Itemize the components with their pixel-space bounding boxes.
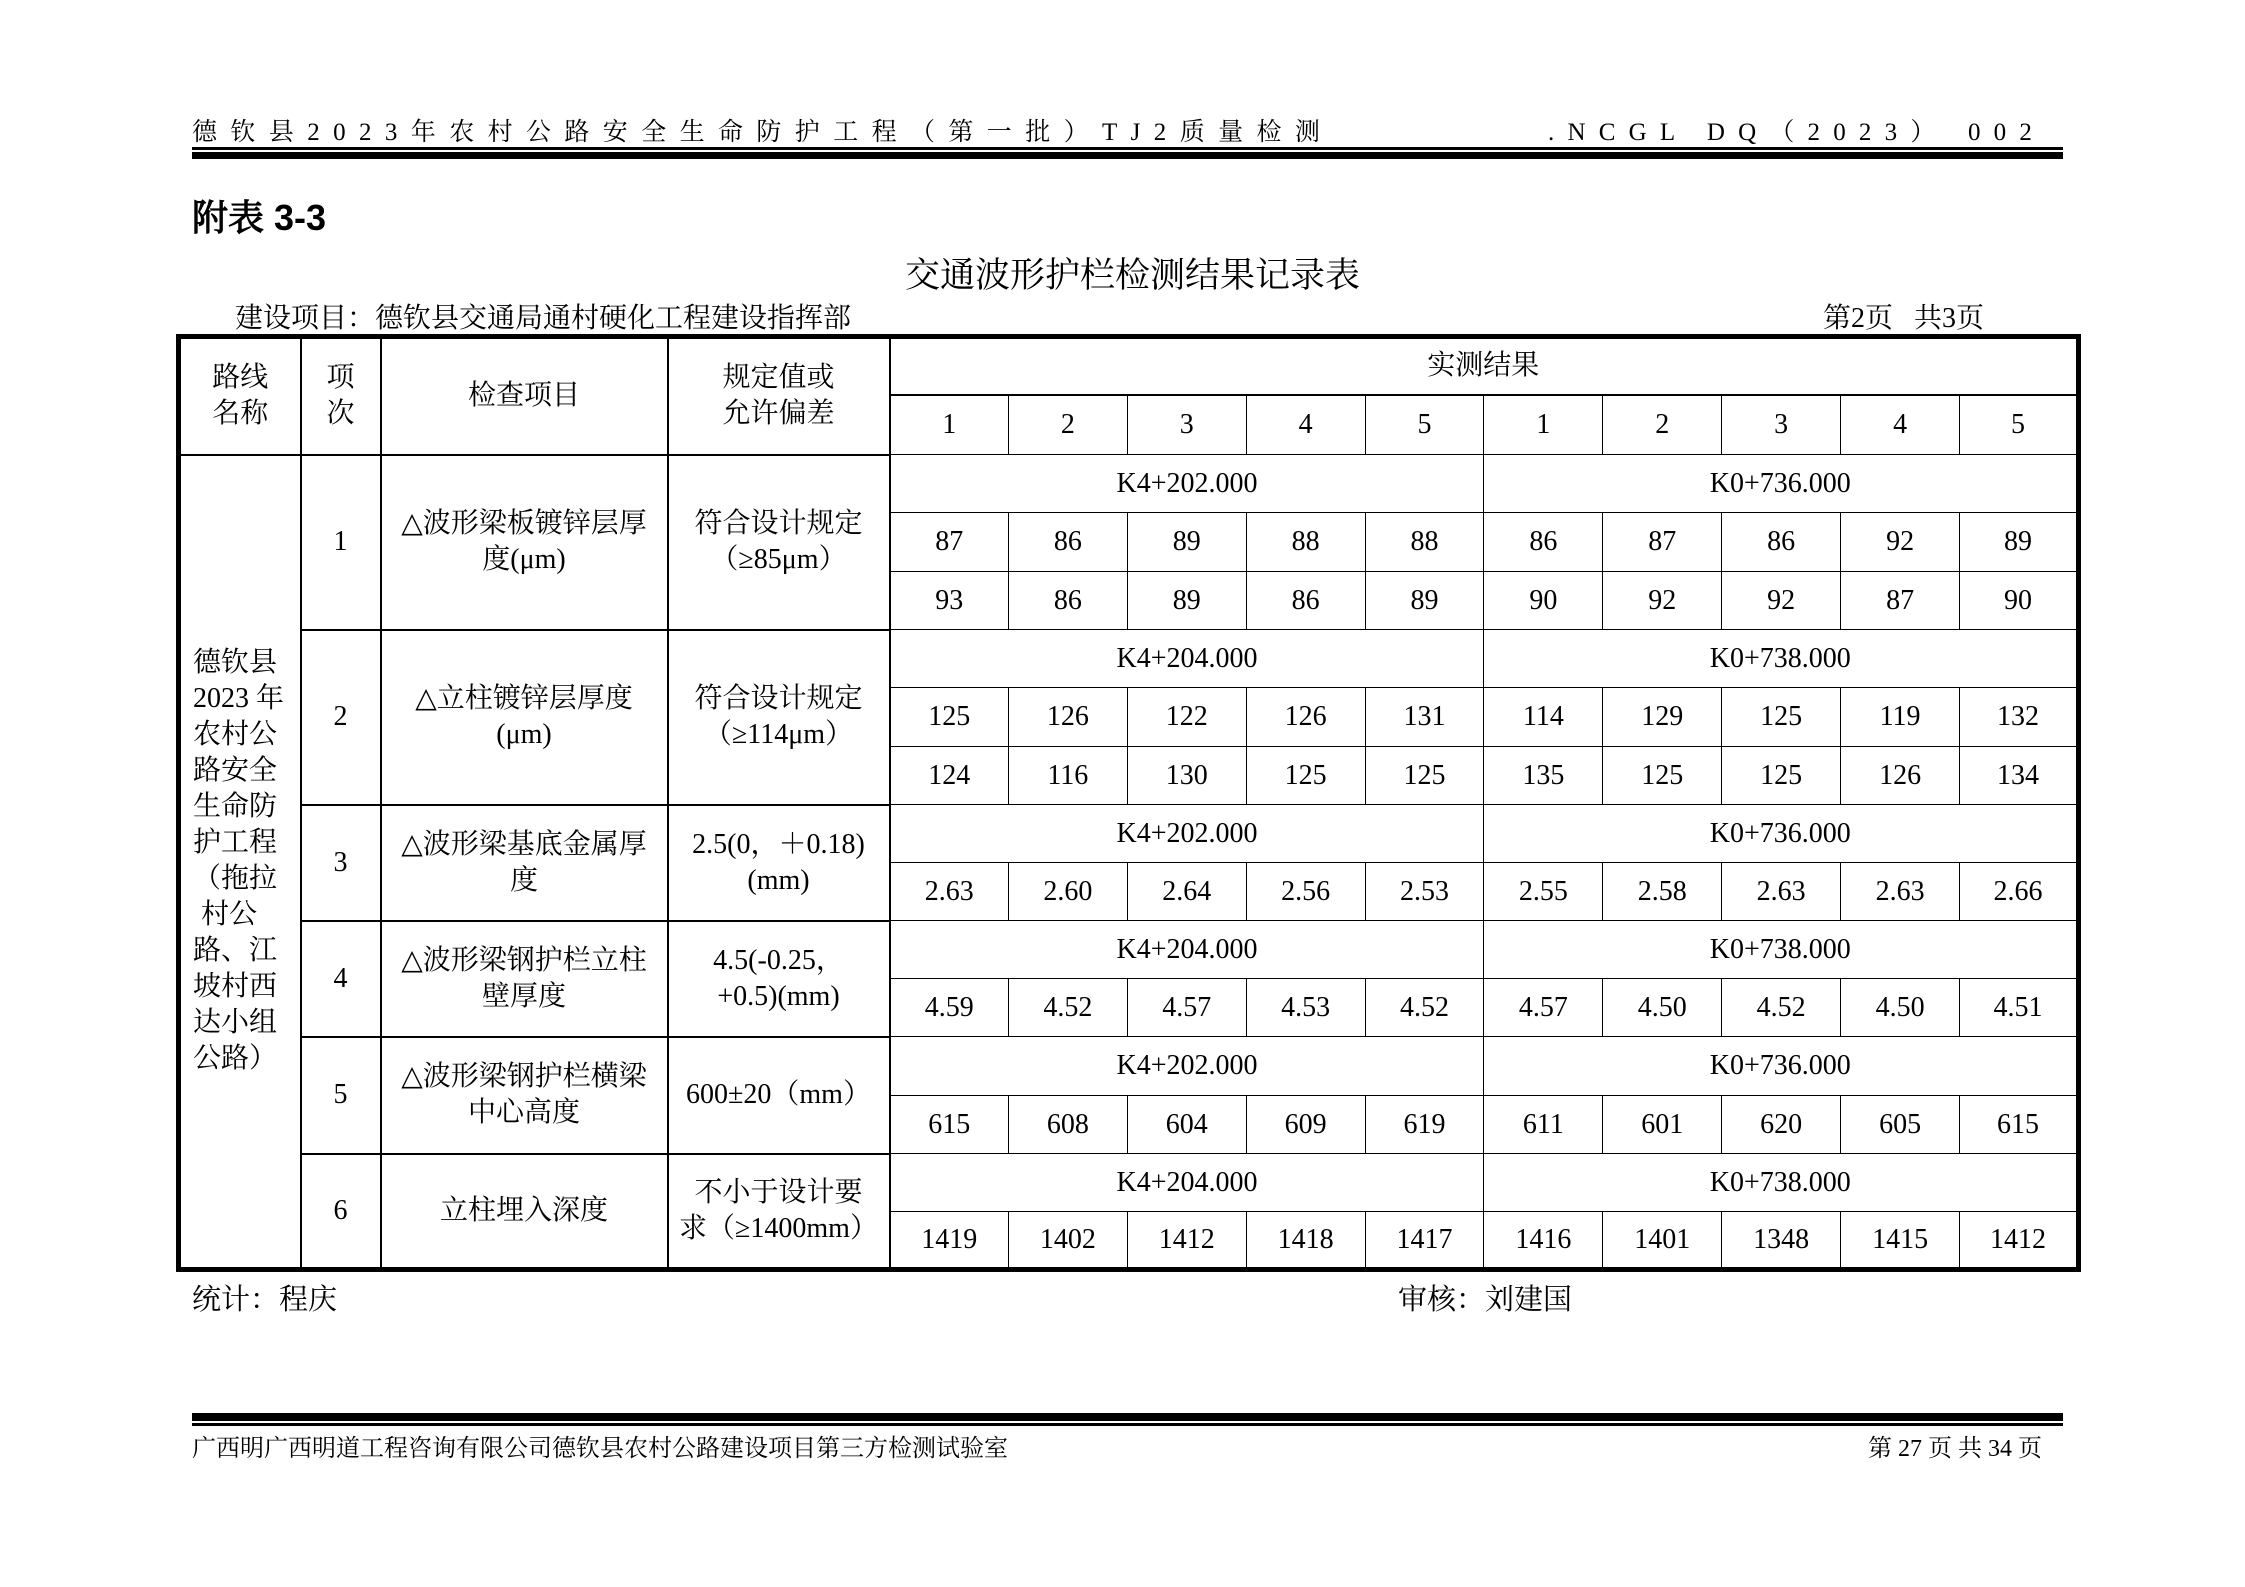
value-cell: 86 xyxy=(1722,513,1841,572)
value-cell: 87 xyxy=(890,513,1009,572)
station-cell: K4+202.000 xyxy=(890,455,1484,513)
item-no: 5 xyxy=(301,1037,381,1154)
value-cell: 93 xyxy=(890,572,1009,630)
value-cell: 611 xyxy=(1484,1096,1603,1154)
spec-line: （≥85μm） xyxy=(710,544,847,575)
table-row-station xyxy=(179,455,2079,513)
value-cell: 125 xyxy=(1722,688,1841,747)
station-cell: K4+202.000 xyxy=(890,1037,1484,1096)
station-cell: K4+202.000 xyxy=(890,805,1484,863)
route-name-line: 达小组 xyxy=(193,1007,278,1039)
value-cell: 2.63 xyxy=(890,863,1009,921)
item-no: 6 xyxy=(301,1154,381,1270)
value-cell: 4.57 xyxy=(1127,979,1246,1037)
value-cell: 126 xyxy=(1246,688,1365,747)
station-cell: K0+738.000 xyxy=(1484,921,2079,979)
point-number: 3 xyxy=(1127,395,1246,455)
spec-value xyxy=(668,455,890,630)
check-item-line: 立柱埋入深度 xyxy=(439,1194,608,1226)
footer-organization: 广西明广西明道工程咨询有限公司德钦县农村公路建设项目第三方检测试验室 xyxy=(192,1436,1008,1462)
route-name-line: 坡村西 xyxy=(193,971,278,1003)
check-item-line: 度(μm) xyxy=(482,544,566,575)
value-cell: 2.58 xyxy=(1603,863,1722,921)
point-number: 5 xyxy=(1365,395,1484,455)
check-item-line: △波形梁钢护栏横梁 xyxy=(401,1061,647,1092)
value-cell: 2.63 xyxy=(1722,863,1841,921)
statistician-signature: 统计：程庆 xyxy=(192,1284,338,1316)
check-item-line: △立柱镀锌层厚度 xyxy=(415,683,633,714)
table-row-station xyxy=(179,1037,2079,1096)
value-cell: 87 xyxy=(1603,513,1722,572)
value-cell: 114 xyxy=(1484,688,1603,747)
header-item-no-line: 次 xyxy=(326,398,355,430)
value-cell: 4.50 xyxy=(1841,979,1960,1037)
item-no: 4 xyxy=(301,921,381,1037)
spec-value xyxy=(668,1037,890,1154)
value-cell: 119 xyxy=(1841,688,1960,747)
value-cell: 89 xyxy=(1127,513,1246,572)
header-results: 实测结果 xyxy=(890,337,2079,395)
station-cell: K4+204.000 xyxy=(890,1154,1484,1212)
value-cell: 1401 xyxy=(1603,1212,1722,1270)
value-cell: 131 xyxy=(1365,688,1484,747)
spec-line: 2.5(0，＋0.18) xyxy=(692,828,865,860)
value-cell: 619 xyxy=(1365,1096,1484,1154)
check-item xyxy=(381,1037,668,1154)
station-cell: K0+736.000 xyxy=(1484,805,2079,863)
spec-line: 求（≥1400mm） xyxy=(679,1212,878,1244)
value-cell: 92 xyxy=(1603,572,1722,630)
value-cell: 609 xyxy=(1246,1096,1365,1154)
item-no: 2 xyxy=(301,630,381,805)
station-cell: K4+204.000 xyxy=(890,921,1484,979)
value-cell: 125 xyxy=(1603,747,1722,805)
value-cell: 86 xyxy=(1246,572,1365,630)
check-item-line: 壁厚度 xyxy=(481,980,566,1012)
point-number: 1 xyxy=(1484,395,1603,455)
value-cell: 601 xyxy=(1603,1096,1722,1154)
station-cell: K0+738.000 xyxy=(1484,630,2079,688)
value-cell: 129 xyxy=(1603,688,1722,747)
table-row-station xyxy=(179,805,2079,863)
header-route xyxy=(179,337,301,455)
table-page-info: 第2页 共3页 xyxy=(1823,303,1985,334)
value-cell: 1348 xyxy=(1722,1212,1841,1270)
spec-line: 不小于设计要 xyxy=(694,1176,863,1208)
value-cell: 608 xyxy=(1008,1096,1127,1154)
spec-value xyxy=(668,630,890,805)
check-item-line: △波形梁基底金属厚 xyxy=(401,828,647,860)
value-cell: 92 xyxy=(1722,572,1841,630)
value-cell: 86 xyxy=(1484,513,1603,572)
route-name-line: （拖拉 xyxy=(193,863,278,895)
value-cell: 4.50 xyxy=(1603,979,1722,1037)
point-number: 4 xyxy=(1246,395,1365,455)
header-route-line: 名称 xyxy=(212,398,269,430)
route-name-line: 路安全 xyxy=(193,755,278,787)
document-title: 交通波形护栏检测结果记录表 xyxy=(904,256,1360,295)
table-row-station xyxy=(179,630,2079,688)
value-cell: 89 xyxy=(1365,572,1484,630)
value-cell: 1419 xyxy=(890,1212,1009,1270)
point-number: 5 xyxy=(1960,395,2079,455)
table-row-station xyxy=(179,1154,2079,1212)
value-cell: 132 xyxy=(1960,688,2079,747)
header-row-1 xyxy=(179,337,2079,395)
item-no: 1 xyxy=(301,455,381,630)
project-line: 建设项目：德钦县交通局通村硬化工程建设指挥部 xyxy=(235,303,852,334)
value-cell: 604 xyxy=(1127,1096,1246,1154)
value-cell: 122 xyxy=(1127,688,1246,747)
table-row-station xyxy=(179,921,2079,979)
point-number: 4 xyxy=(1841,395,1960,455)
value-cell: 2.63 xyxy=(1841,863,1960,921)
check-item xyxy=(381,805,668,921)
route-name-line: 公路） xyxy=(193,1043,278,1075)
header-spec-line: 允许偏差 xyxy=(722,398,835,430)
value-cell: 4.53 xyxy=(1246,979,1365,1037)
value-cell: 1412 xyxy=(1960,1212,2079,1270)
route-name-line: 德钦县 xyxy=(193,647,278,679)
value-cell: 124 xyxy=(890,747,1009,805)
value-cell: 615 xyxy=(890,1096,1009,1154)
header-item-no-line: 项 xyxy=(326,362,355,394)
point-number: 1 xyxy=(890,395,1009,455)
value-cell: 116 xyxy=(1008,747,1127,805)
value-cell: 1415 xyxy=(1841,1212,1960,1270)
check-item-line: 中心高度 xyxy=(467,1097,580,1128)
value-cell: 1417 xyxy=(1365,1212,1484,1270)
footer-rule-thick xyxy=(192,1413,2063,1421)
route-name-line: 护工程 xyxy=(193,827,278,859)
value-cell: 1412 xyxy=(1127,1212,1246,1270)
value-cell: 134 xyxy=(1960,747,2079,805)
value-cell: 92 xyxy=(1841,513,1960,572)
check-item xyxy=(381,455,668,630)
point-number: 3 xyxy=(1722,395,1841,455)
header-spec xyxy=(668,337,890,455)
spec-line: +0.5)(mm) xyxy=(717,980,840,1012)
value-cell: 4.52 xyxy=(1008,979,1127,1037)
value-cell: 4.59 xyxy=(890,979,1009,1037)
spec-value xyxy=(668,805,890,921)
value-cell: 126 xyxy=(1841,747,1960,805)
value-cell: 89 xyxy=(1960,513,2079,572)
spec-value xyxy=(668,1154,890,1270)
value-cell: 2.60 xyxy=(1008,863,1127,921)
value-cell: 1416 xyxy=(1484,1212,1603,1270)
footer-rule-thin xyxy=(192,1423,2063,1426)
value-cell: 615 xyxy=(1960,1096,2079,1154)
header-rule-thin xyxy=(192,147,2063,150)
value-cell: 2.56 xyxy=(1246,863,1365,921)
spec-value xyxy=(668,921,890,1037)
value-cell: 86 xyxy=(1008,572,1127,630)
running-header-code: .NCGL DQ（2023） 002 xyxy=(1548,119,2046,146)
route-name-line: 2023 年 xyxy=(193,683,285,715)
value-cell: 86 xyxy=(1008,513,1127,572)
appendix-label: 附表 3-3 xyxy=(192,197,327,238)
value-cell: 90 xyxy=(1960,572,2079,630)
value-cell: 2.64 xyxy=(1127,863,1246,921)
route-name-line: 生命防 xyxy=(193,791,278,823)
value-cell: 126 xyxy=(1008,688,1127,747)
header-check-item: 检查项目 xyxy=(381,337,668,455)
value-cell: 2.66 xyxy=(1960,863,2079,921)
value-cell: 1418 xyxy=(1246,1212,1365,1270)
value-cell: 605 xyxy=(1841,1096,1960,1154)
value-cell: 4.52 xyxy=(1365,979,1484,1037)
item-no: 3 xyxy=(301,805,381,921)
spec-line: 4.5(-0.25， xyxy=(713,944,844,976)
header-spec-line: 规定值或 xyxy=(722,362,835,394)
station-cell: K0+736.000 xyxy=(1484,1037,2079,1096)
spec-line: （≥114μm） xyxy=(703,719,854,750)
spec-line: 符合设计规定 xyxy=(694,683,863,714)
check-item-line: △波形梁钢护栏立柱 xyxy=(401,944,647,976)
spec-line: 符合设计规定 xyxy=(694,508,863,539)
route-name-line: 村公 xyxy=(201,899,258,931)
value-cell: 125 xyxy=(1246,747,1365,805)
value-cell: 87 xyxy=(1841,572,1960,630)
check-item xyxy=(381,1154,668,1270)
station-cell: K0+736.000 xyxy=(1484,455,2079,513)
value-cell: 89 xyxy=(1127,572,1246,630)
value-cell: 125 xyxy=(1365,747,1484,805)
value-cell: 90 xyxy=(1484,572,1603,630)
check-item-line: 度 xyxy=(509,864,538,896)
route-name-cell xyxy=(179,455,301,1270)
spec-line: 600±20（mm） xyxy=(686,1079,871,1110)
value-cell: 125 xyxy=(890,688,1009,747)
station-cell: K4+204.000 xyxy=(890,630,1484,688)
check-item-line: △波形梁板镀锌层厚 xyxy=(401,508,647,539)
value-cell: 4.57 xyxy=(1484,979,1603,1037)
station-cell: K0+738.000 xyxy=(1484,1154,2079,1212)
value-cell: 4.52 xyxy=(1722,979,1841,1037)
reviewer-signature: 审核：刘建国 xyxy=(1398,1284,1573,1316)
point-number: 2 xyxy=(1603,395,1722,455)
spec-line: (mm) xyxy=(747,864,810,896)
value-cell: 125 xyxy=(1722,747,1841,805)
value-cell: 2.53 xyxy=(1365,863,1484,921)
inspection-record-table xyxy=(176,334,2081,1272)
value-cell: 88 xyxy=(1246,513,1365,572)
value-cell: 135 xyxy=(1484,747,1603,805)
header-route-line: 路线 xyxy=(212,362,269,394)
check-item xyxy=(381,630,668,805)
value-cell: 130 xyxy=(1127,747,1246,805)
header-item-no xyxy=(301,337,381,455)
running-header-title: 德钦县2023年农村公路安全生命防护工程（第一批）TJ2质量检测 xyxy=(192,119,1334,146)
route-name-line: 路、江 xyxy=(193,935,278,967)
header-rule-thick xyxy=(192,152,2063,159)
check-item-line: (μm) xyxy=(496,719,552,750)
route-name-line: 农村公 xyxy=(193,719,278,751)
value-cell: 4.51 xyxy=(1960,979,2079,1037)
check-item xyxy=(381,921,668,1037)
value-cell: 88 xyxy=(1365,513,1484,572)
value-cell: 1402 xyxy=(1008,1212,1127,1270)
point-number: 2 xyxy=(1008,395,1127,455)
value-cell: 620 xyxy=(1722,1096,1841,1154)
value-cell: 2.55 xyxy=(1484,863,1603,921)
footer-page-number: 第 27 页 共 34 页 xyxy=(1868,1436,2042,1462)
